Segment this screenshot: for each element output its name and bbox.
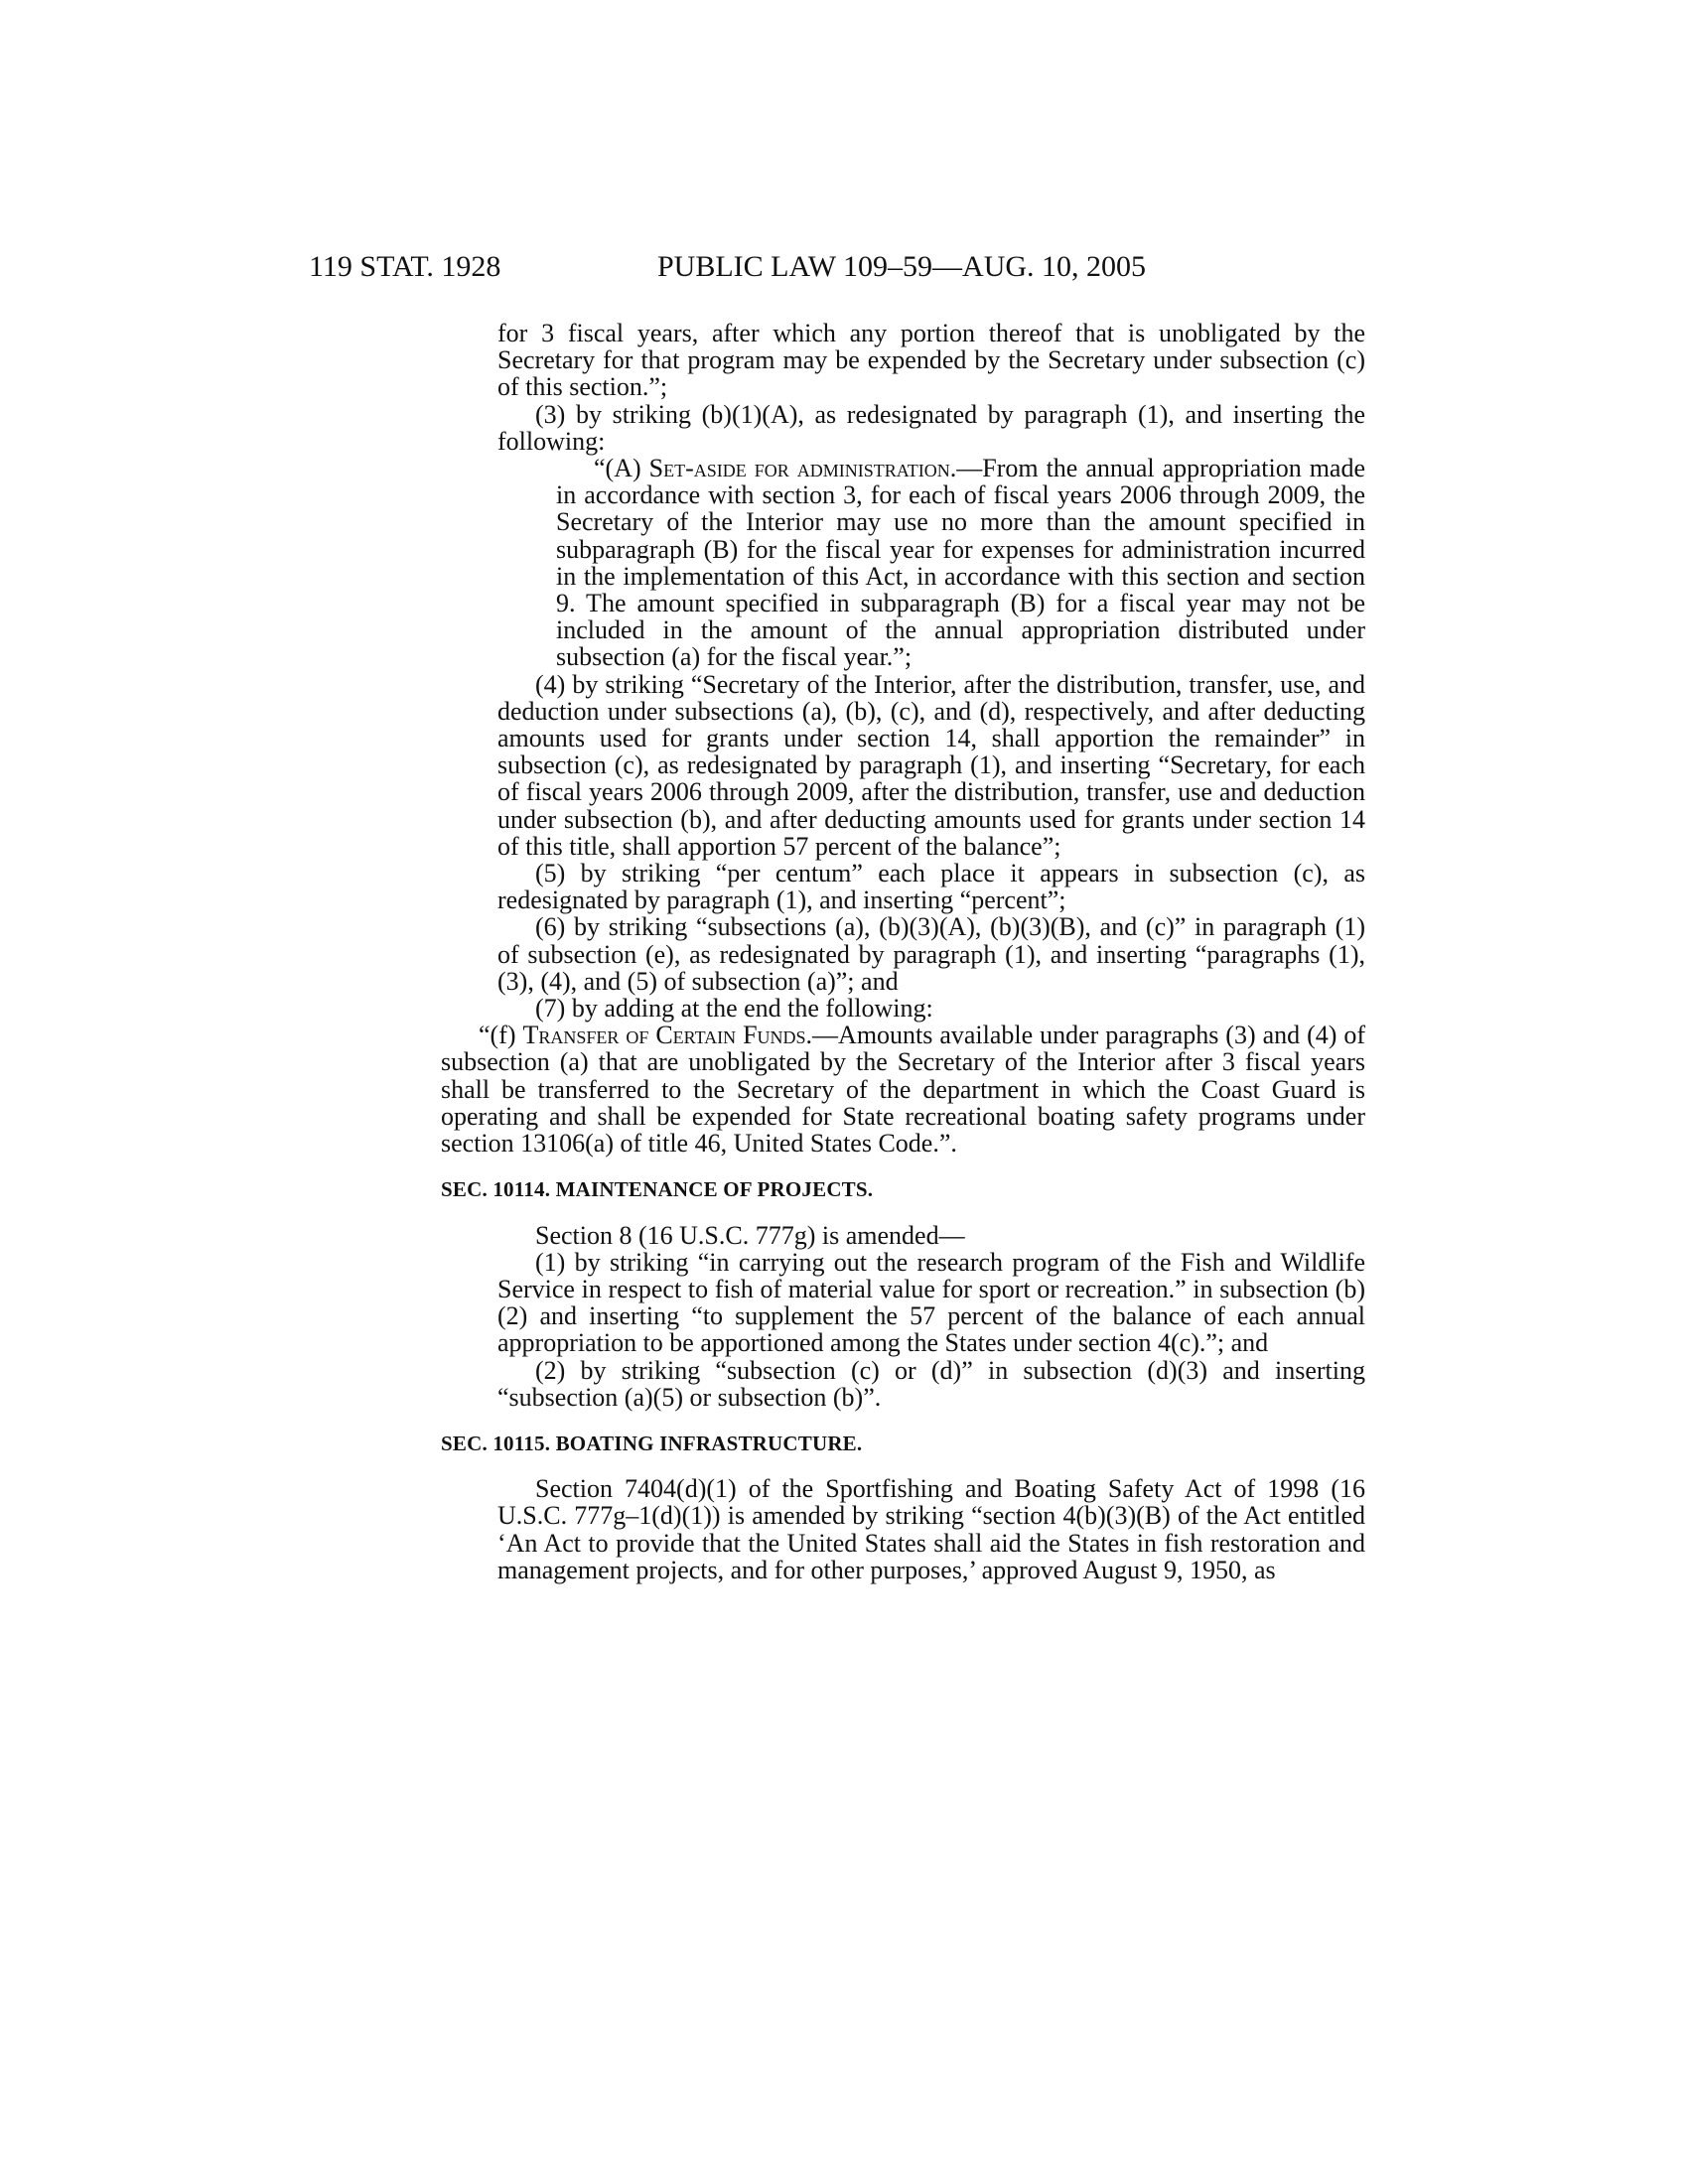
paragraph-continuation: for 3 fiscal years, after which any portion thereof that is unobligated by the Secretary for that program may be expended by the Secretary under subsection (c) of this section.”; bbox=[497, 319, 1365, 402]
amendment-item-5: (5) by striking “per centum” each place it appears in subsection (c), as redesignated by paragraph (1), and inserting “percent”; bbox=[497, 859, 1365, 915]
document-body bbox=[441, 319, 1366, 1584]
amendment-item-3: (3) by striking (b)(1)(A), as redesignated by paragraph (1), and inserting the following: bbox=[497, 399, 1365, 456]
quoted-subsection-f: “(f) Transfer of Certain Funds.—Amounts available under paragraphs (3) and (4) of subsection (a) that are unobligated by the Secretary of the Interior after 3 fiscal years shall be transferred to the Secretary of the department in which the Coast Guard is operating and shall be expended for State recreational boating safety programs under section 13106(a) of title 46, United States Code.”. bbox=[441, 1021, 1365, 1159]
quoted-subparagraph-a: “(A) Set-aside for administration.—From the annual appropriation made in accordance with section 3, for each of fiscal years 2006 through 2009, the Secretary of the Interior may use no more than the amount specified in subparagraph (B) for the fiscal year for expenses for administration incurred in the implementation of this Act, in accordance with this section and section 9. The amount specified in subparagraph (B) for a fiscal year may not be included in the amount of the annual appropriation distributed under subsection (a) for the fiscal year.”; bbox=[556, 454, 1366, 672]
section-10114-intro: Section 8 (16 U.S.C. 777g) is amended— bbox=[535, 1220, 965, 1250]
subsection-heading: Transfer of Certain Funds. bbox=[522, 1021, 813, 1050]
statute-page-number: 119 STAT. 1928 bbox=[309, 250, 501, 283]
section-heading-10114: SEC. 10114. MAINTENANCE OF PROJECTS. bbox=[441, 1177, 874, 1202]
page-header bbox=[0, 250, 1688, 290]
section-10115-text: Section 7404(d)(1) of the Sportfishing and Boating Safety Act of 1998 (16 U.S.C. 777g–1(d)(1)) is amended by striking “section 4(b)(3)(B) of the Act entitled ‘An Act to provide that the United States shall aid the States in fish restoration and management projects, and for other purposes,’ approved August 9, 1950, as bbox=[497, 1474, 1365, 1584]
section-10114-item-1: (1) by striking “in carrying out the research program of the Fish and Wildlife Service in respect to fish of material value for sport or recreation.” in subsection (b)(2) and inserting “to supplement the 57 percent of the balance of each annual appropriation to be apportioned among the States under section 4(c).”; and bbox=[497, 1247, 1365, 1358]
section-10114-item-2: (2) by striking “subsection (c) or (d)” in subsection (d)(3) and inserting “subsection (a)(5) or subsection (b)”. bbox=[497, 1355, 1365, 1412]
amendment-item-4: (4) by striking “Secretary of the Interior, after the distribution, transfer, use, and deduction under subsections (a), (b), (c), and (d), respectively, and after deducting amounts used for grants under section 14, shall apportion the remainder” in subsection (c), as redesignated by paragraph (1), and inserting “Secretary, for each of fiscal years 2006 through 2009, after the distribution, transfer, use and deduction under subsection (b), and after deducting amounts used for grants under section 14 of this title, shall apportion 57 percent of the balance”; bbox=[497, 669, 1365, 861]
public-law-citation: PUBLIC LAW 109–59—AUG. 10, 2005 bbox=[657, 250, 1147, 283]
amendment-item-6: (6) by striking “subsections (a), (b)(3)(A), (b)(3)(B), and (c)” in paragraph (1) of subsection (e), as redesignated by paragraph (1), and inserting “paragraphs (1), (3), (4), and (5) of subsection (a)”; and bbox=[497, 912, 1365, 996]
amendment-item-7: (7) by adding at the end the following: bbox=[535, 994, 933, 1024]
subparagraph-heading: Set-aside for administration. bbox=[648, 454, 957, 483]
section-heading-10115: SEC. 10115. BOATING INFRASTRUCTURE. bbox=[441, 1431, 863, 1455]
